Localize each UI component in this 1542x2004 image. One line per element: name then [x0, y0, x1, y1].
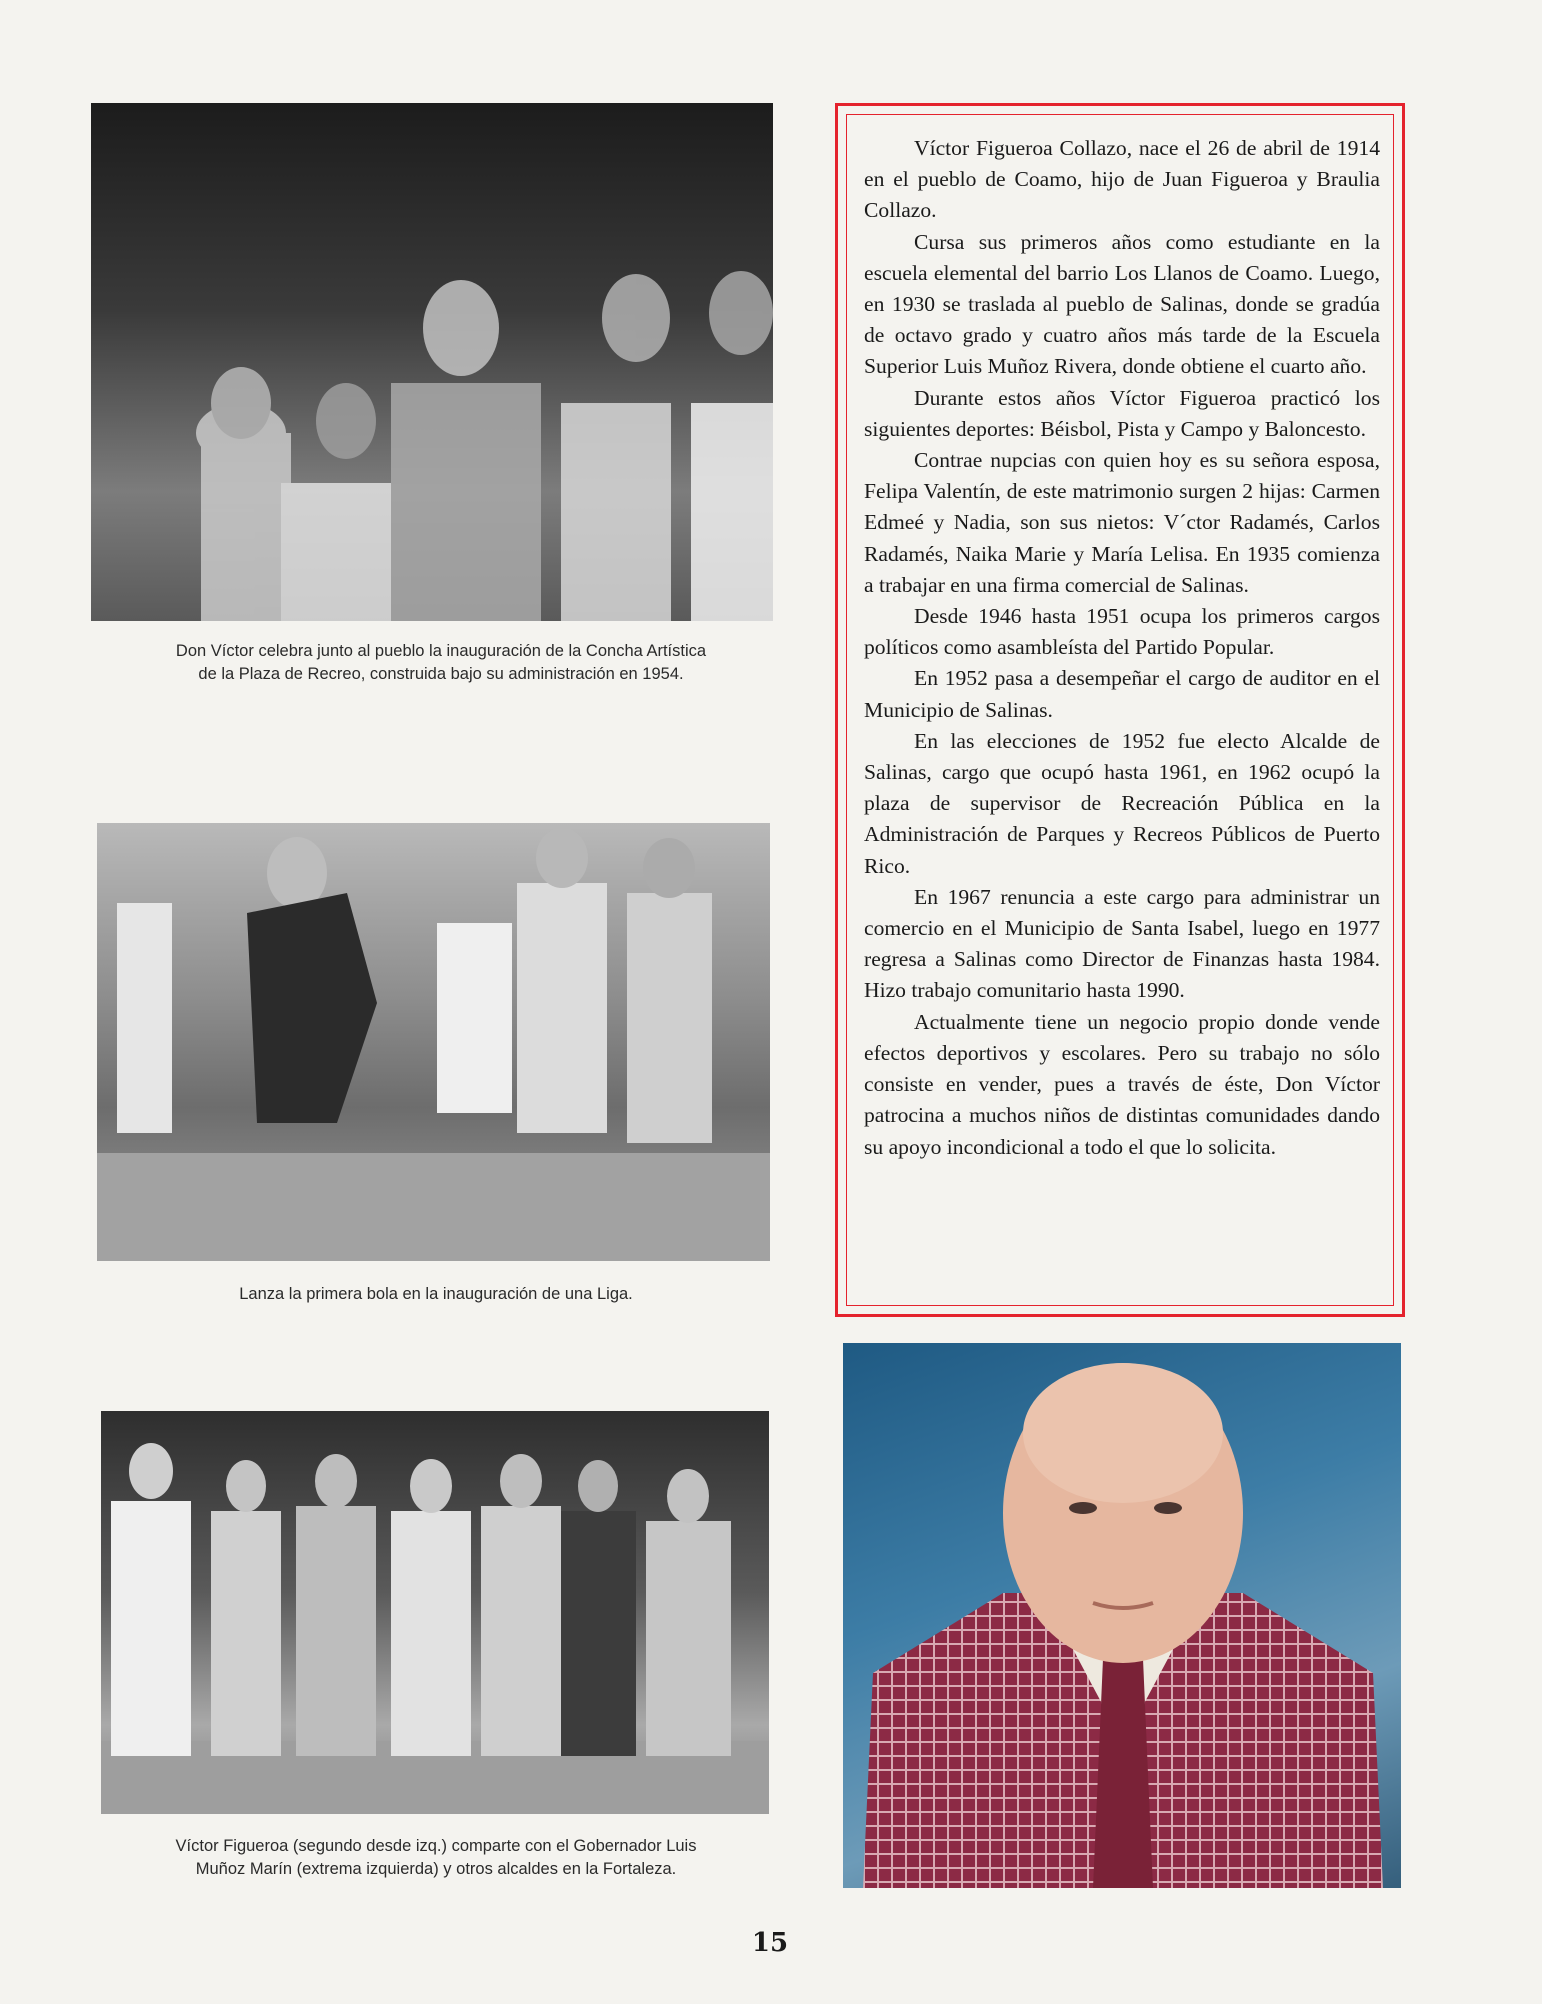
caption-line: Lanza la primera bola en la inauguración de una Liga. [239, 1285, 633, 1303]
bio-paragraph: En 1967 renuncia a este cargo para administrar un comercio en el Municipio de Santa Isabel, luego en 1977 regresa a Salinas como Director de Finanzas hasta 1984. Hizo trabajo comunitario hasta 1990. [864, 884, 1380, 1003]
bio-paragraph: En 1952 pasa a desempeñar el cargo de auditor en el Municipio de Salinas. [864, 666, 1380, 722]
caption-line: de la Plaza de Recreo, construida bajo su administración en 1954. [198, 665, 684, 683]
caption-line: Víctor Figueroa (segundo desde izq.) comparte con el Gobernador Luis [175, 1837, 697, 1855]
bio-paragraph: Cursa sus primeros años como estudiante en la escuela elemental del barrio Los Llanos de Coamo. Luego, en 1930 se traslada al pueblo de Salinas, donde se gradúa de octavo grado y cuatro años más tarde de la Escuela Superior Luis Muñoz Rivera, donde obtiene el cuarto año. [864, 229, 1380, 379]
bio-paragraph: Contrae nupcias con quien hoy es su señora esposa, Felipa Valentín, de este matrimonio surgen 2 hijas: Carmen Edmeé y Nadia, son sus nietos: V´ctor Radamés, Carlos Radamés, Naika Marie y María Lelisa. En 1935 comienza a trabajar en una firma comercial de Salinas. [864, 448, 1380, 597]
crowd-figures [91, 103, 773, 621]
mayors-figures [101, 1411, 769, 1814]
caption-photo-2 [91, 1283, 781, 1306]
portrait-figure [843, 1343, 1401, 1888]
bio-paragraph: Durante estos años Víctor Figueroa practicó los siguientes deportes: Béisbol, Pista y Campo y Baloncesto. [864, 385, 1380, 441]
caption-line: Muñoz Marín (extrema izquierda) y otros alcaldes en la Fortaleza. [195, 1860, 677, 1878]
photo-concha-inauguration [91, 103, 773, 621]
ceremony-figures [97, 823, 770, 1261]
bio-paragraph: En las elecciones de 1952 fue electo Alcalde de Salinas, cargo que ocupó hasta 1961, en 1962 ocupó la plaza de supervisor de Recreación Pública en la Administración de Parques y Recreos Públicos de Puerto Rico. [864, 728, 1380, 878]
page-number: 15 [751, 1928, 789, 1958]
bio-paragraph: Desde 1946 hasta 1951 ocupa los primeros cargos políticos como asambleísta del Partido Popular. [864, 604, 1380, 660]
photo-portrait [843, 1343, 1401, 1888]
photo-mayors-fortaleza [101, 1411, 769, 1814]
biography-text [864, 133, 1380, 1163]
caption-line: Don Víctor celebra junto al pueblo la inauguración de la Concha Artística [175, 642, 707, 660]
caption-photo-1 [91, 640, 791, 686]
photo-first-pitch [97, 823, 770, 1261]
caption-photo-3 [91, 1835, 781, 1881]
bio-paragraph: Víctor Figueroa Collazo, nace el 26 de abril de 1914 en el pueblo de Coamo, hijo de Juan Figueroa y Braulia Collazo. [864, 136, 1380, 223]
bio-paragraph: Actualmente tiene un negocio propio donde vende efectos deportivos y escolares. Pero su trabajo no sólo consiste en vender, pues a través de éste, Don Víctor patrocina a muchos niños de distintas comunidades dando su apoyo incondicional a todo el que lo solicita. [864, 1009, 1380, 1159]
